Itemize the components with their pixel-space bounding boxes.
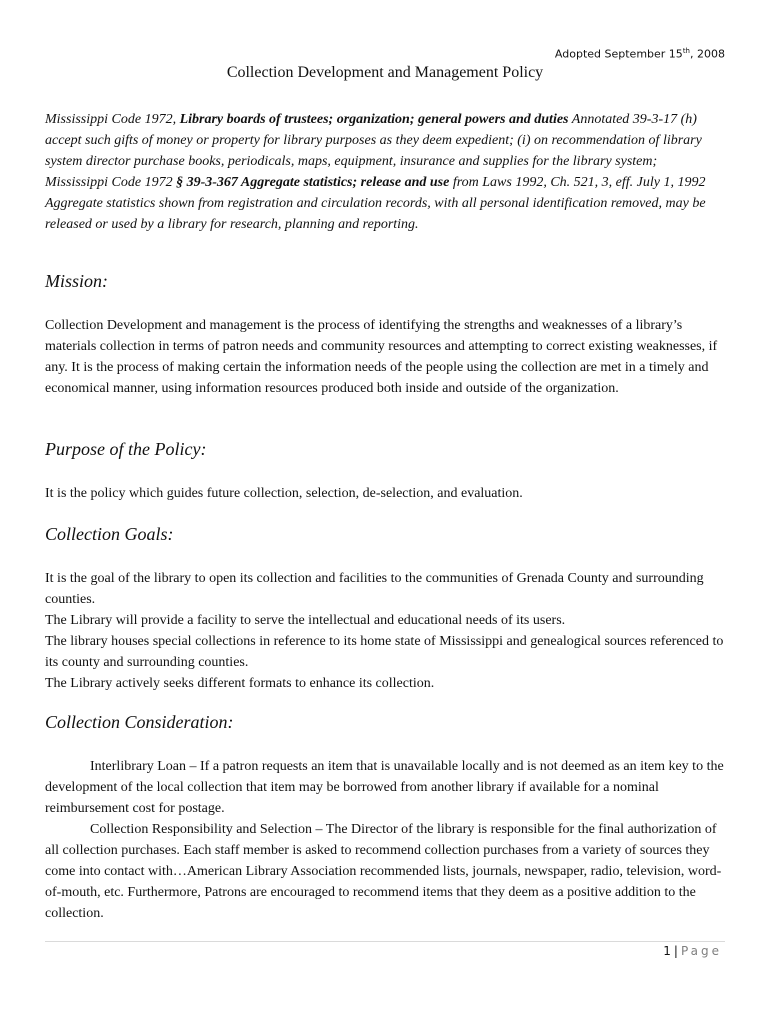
- mission-section: [45, 315, 727, 399]
- page-label: Page: [680, 944, 722, 958]
- legal-references: [45, 109, 727, 235]
- purpose-section: [45, 483, 727, 504]
- legal-code-1-title: Library boards of trustees; organization; general powers and duties: [179, 112, 569, 127]
- document-title: Collection Development and Management Policy: [226, 64, 544, 81]
- page-number: 1: [663, 944, 671, 958]
- legal-code-2-title: § 39-3-367 Aggregate statistics; release and use: [176, 175, 450, 190]
- page-footer: [663, 944, 722, 958]
- legal-code-2: [45, 172, 727, 235]
- legal-code-1-text: Annotated 39-3-17 (h) accept such gifts of money or property for library purposes as they deem expedient; (i) on recommendation of library system director purchase books, periodicals, maps, equipment, insurance and supplies for the library system;: [45, 112, 702, 169]
- purpose-heading: Purpose of the Policy:: [45, 439, 207, 459]
- interlibrary-loan-paragraph: Interlibrary Loan – If a patron requests an item that is unavailable locally and is not deemed as an item key to the development of the local collection that item may be borrowed from another library if available for a nominal reimbursement cost for postage.: [45, 759, 724, 816]
- goals-heading: Collection Goals:: [45, 524, 174, 544]
- goals-section: [45, 568, 727, 694]
- goals-line: The Library actively seeks different formats to enhance its collection.: [45, 676, 435, 691]
- legal-code-1: [45, 109, 727, 172]
- footer-divider: [45, 941, 725, 942]
- goals-line: The library houses special collections in reference to its home state of Mississippi and genealogical sources referenced to its county and surrounding counties.: [45, 634, 724, 670]
- consideration-heading: Collection Consideration:: [45, 712, 234, 732]
- adopted-date-suffix: , 2008: [690, 47, 725, 61]
- legal-code-1-prefix: Mississippi Code 1972,: [45, 112, 180, 127]
- mission-text: Collection Development and management is the process of identifying the strengths and weaknesses of a library’s materials collection in terms of patron needs and community resources and attempting to correct existing weaknesses, if any. It is the process of making certain the information needs of the people using the collection are met in a timely and economical manner, using information resources produced both inside and outside of the organization.: [45, 318, 718, 396]
- page-separator: |: [673, 944, 678, 958]
- mission-heading: Mission:: [45, 271, 108, 291]
- legal-code-2-prefix: Mississippi Code 1972: [45, 175, 177, 190]
- goals-line: It is the goal of the library to open its collection and facilities to the communities of Grenada County and surrounding counties.: [45, 571, 704, 607]
- adopted-date-sup: th: [682, 47, 690, 55]
- collection-responsibility-paragraph: Collection Responsibility and Selection – The Director of the library is responsible for the final authorization of all collection purchases. Each staff member is asked to recommend collection purchases from a variety of sources they come into contact with…American Library Association recommended lists, journals, newspaper, radio, television, word-of-mouth, etc. Furthermore, Patrons are encouraged to recommend items that they deem as a positive addition to the collection.: [45, 822, 722, 921]
- purpose-text: It is the policy which guides future collection, selection, de-selection, and evaluation.: [45, 486, 523, 501]
- consideration-section: [45, 756, 727, 924]
- legal-code-2-text: from Laws 1992, Ch. 521, 3, eff. July 1, 1992 Aggregate statistics shown from registration and circulation records, with all personal identification removed, may be released or used by a library for research, planning and reporting.: [45, 175, 706, 232]
- goals-line: The Library will provide a facility to serve the intellectual and educational needs of its users.: [45, 613, 566, 628]
- adopted-date: [555, 47, 725, 61]
- adopted-date-prefix: Adopted September 15: [554, 47, 683, 61]
